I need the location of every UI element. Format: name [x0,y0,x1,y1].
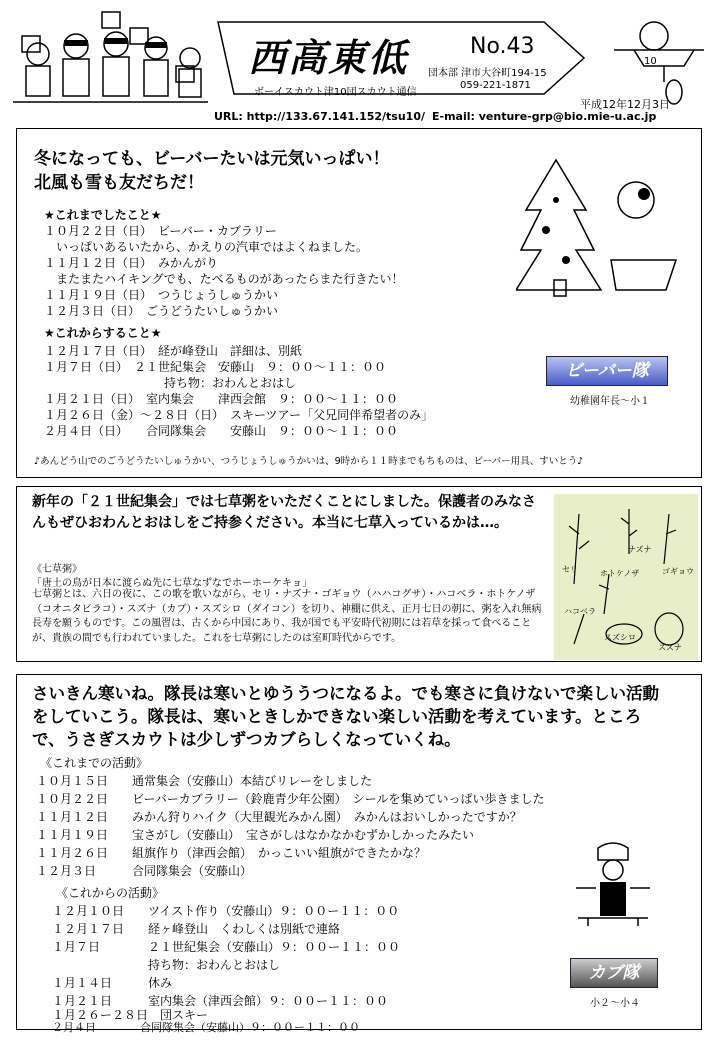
christmas-tree-illustration [516,150,686,300]
done-item: １０月２２日（日） ビーバー・カブラリー [44,224,277,238]
plan-item: １月２６日（金）～２８日（日） スキーツアー「父兄同伴希望者のみ」 [44,408,434,422]
plan-item: １月２１日（日） 室内集会 津西会館 ９：００～１１：００ [44,392,399,406]
cub-badge: カブ隊 [570,958,658,988]
beaver-note: ♪あんどう山でのごうどうたいしゅうかい、つうじょうしゅうかいは、9時から１１時までもちものは、ビーバー用具、すいとう♪ [34,456,584,467]
email-link[interactable]: E-mail: venture-grp@bio.mie-u.ac.jp [432,110,657,123]
future-item: 持ち物：おわんとおはし [52,958,281,972]
past-title: 《これまでの活動》 [40,756,149,770]
scouts-illustration [8,6,213,110]
beaver-age-range: 幼稚園年長～小１ [570,396,650,407]
herb-label: セリ [562,565,578,574]
future-item: １２月１０日 ツイスト作り（安藤山）９：００ー１１：００ [52,904,400,918]
future-item: １月７日 ２１世紀集会（安藤山）９：００ー１１：００ [52,940,401,954]
plan-item: ２月４日（日） 合同隊集会 安藤山 ９：００～１１：００ [44,424,399,438]
past-item: １１月１９日 宝さがし（安藤山） 宝さがしはなかなかむずかしかったみたい [36,828,475,842]
future-item: １月１４日 休み [52,976,173,990]
plan-item: 持ち物：おわんとおはし [44,376,297,390]
nanakusa-song: 「唐土の鳥が日本に渡らぬ先に七草なずなでホーホーケキョ」 [32,578,312,589]
url-link[interactable]: URL: http://133.67.141.152/tsu10/ [214,110,426,123]
nanakusa-body: 七草粥とは、六日の夜に、この歌を歌いながら、セリ・ナズナ・ゴギョウ（ハハコグサ）・ハコベラ・ホトケノザ（コオニタビラコ）・スズナ（カブ）・スズシロ（ダイコン）を切り、神棚に供え、正月七日の朝に、粥を入れ無病長寿を願うものです。この風習は、古くから中国にあり、我が国でも平安時代初期には若草を採って食べることが、貴族の間でも行われていました。これを七草粥にしたのは室町時代からです。 [32,589,542,644]
future-title: 《これからの活動》 [56,886,165,900]
past-item: １１月１２日 みかん狩りハイク（大里観光みかん園） みかんはおいしかったですか？ [36,810,522,824]
done-title: ★これまでしたこと★ [44,208,162,222]
past-item: １０月２２日 ビーバーカブラリー（鈴鹿青少年公園） シールを集めていっぱい歩きました [36,792,545,806]
phone: 059-221-1871 [460,80,531,91]
future-item: １月２６ー２８日 団スキー [52,1008,209,1022]
done-item: またまたハイキングでも、たべるものがあったらまた行きたい！ [44,272,404,286]
plane-illustration [604,6,712,106]
herbs-illustration [554,494,698,660]
org-name: ボーイスカウト津10団スカウト通信 [254,87,417,98]
nanakusa-intro: 新年の「２１世紀集会」では七草粥をいただくことにしました。保護者のみなさんもぜひおわんとおはしをご持参ください。本当に七草入っているかは…。 [32,494,536,531]
past-item: １０月１５日 通常集会（安藤山）本結びリレーをしました [36,774,373,788]
done-item: いっぱいあるいたから、かえりの汽車ではよくねました。 [44,240,369,254]
newsletter-title: 西高東低 [248,35,409,80]
issue-date: 平成12年12月3日 [580,98,670,111]
herb-label: スズシロ [604,633,636,642]
beaver-headline-1: 冬になっても、ビーバーたいは元気いっぱい！ [34,149,390,169]
done-item: １１月１９日（日） つうじょうしゅうかい [44,288,279,302]
address: 団本部 津市大谷町194-15 [428,68,547,79]
herb-label: ゴギョウ [662,567,694,576]
beaver-badge: ビーバー隊 [546,356,668,386]
future-item: １月２１日 室内集会（津西会館）９：００ー１１：００ [52,994,389,1008]
cub-age-range: 小２～小４ [590,998,640,1009]
herb-label: ハコベラ [564,607,596,616]
herb-label: ナズナ [628,545,652,554]
plan-item: １月７日（日） ２１世紀集会 安藤山 ９：００～１１：００ [44,360,387,374]
svg-text:10: 10 [644,56,657,67]
plan-item: １２月１７日（日） 経が峰登山 詳細は、別紙 [44,344,303,358]
past-item: １２月３日 合同隊集会（安藤山） [36,864,253,878]
done-item: １２月３日（日） ごうどうたいしゅうかい [44,304,279,318]
future-item: ２月４日 合同隊集会（安藤山）９：００ー１１：００ [52,1021,360,1034]
herb-label: ホトケノザ [600,569,640,578]
beaver-headline-2: 北風も雪も友だちだ！ [34,173,204,193]
issue-number: No.43 [470,34,535,59]
plan-title: ★これからすること★ [44,326,162,340]
herb-label: スズナ [658,643,682,652]
chef-illustration [568,838,658,928]
nanakusa-subtitle: 《七草粥》 [32,564,82,575]
done-item: １１月１２日（日） みかんがり [44,256,219,270]
future-item: １２月１７日 経ヶ峰登山 くわしくは別紙で連絡 [52,922,341,936]
cub-intro: さいきん寒いね。隊長は寒いとゆううつになるよ。でも寒さに負けないで楽しい活動をしていこう。隊長は、寒いときしかできない楽しい活動を考えています。ところで、うさぎスカウトは少しずつカブらしくなっていくね。 [32,684,659,749]
past-item: １１月２６日 組旗作り（津西会館） かっこいい組旗ができたかな？ [36,846,427,860]
